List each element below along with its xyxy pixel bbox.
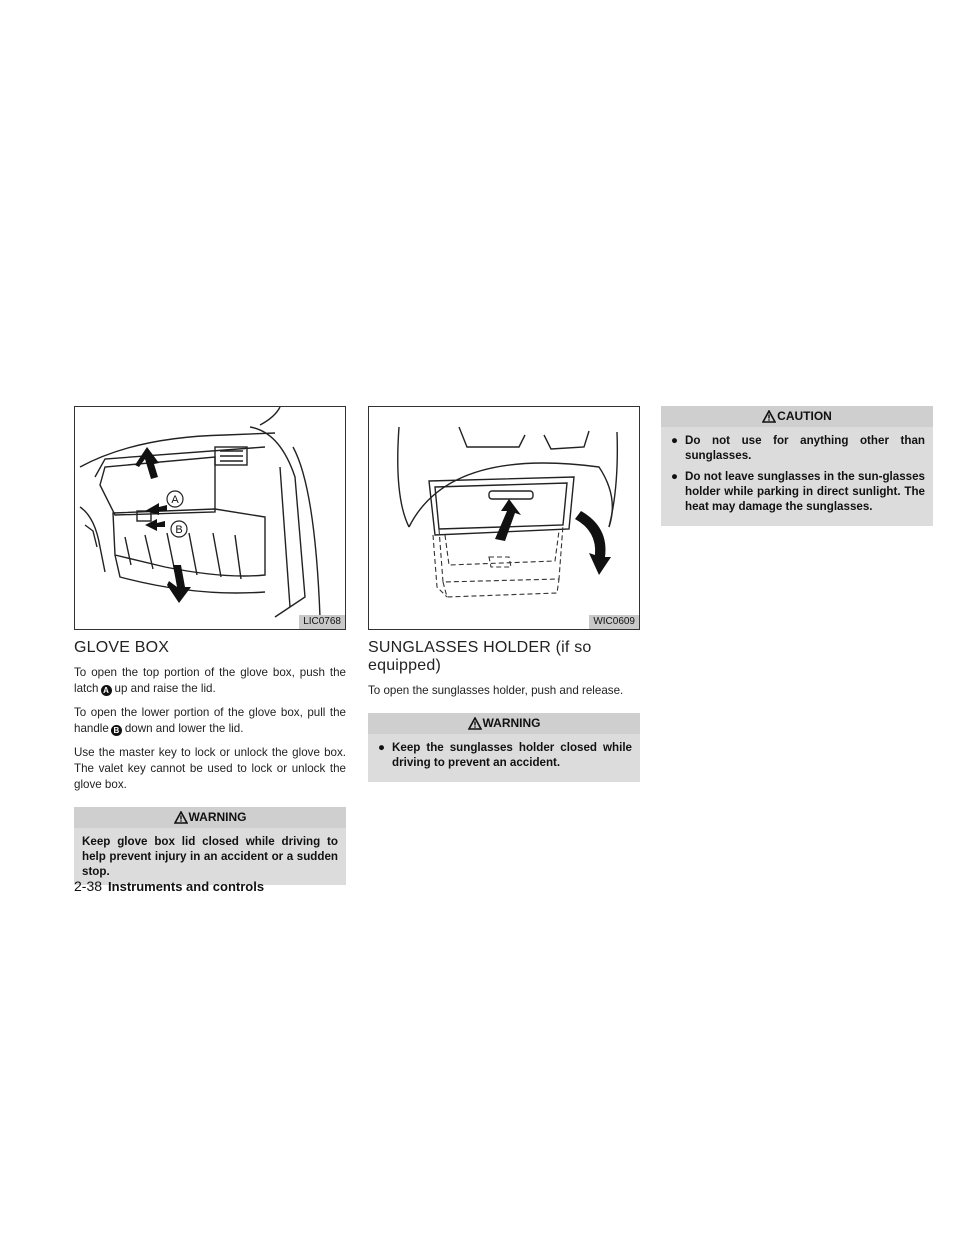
caution-header: CAUTION	[661, 406, 933, 427]
caution-item: ● Do not leave sunglasses in the sun-glasses holder while parking in direct sunlight. The heat may damage the sunglasses.	[671, 470, 925, 513]
sunglasses-holder-drawing	[369, 407, 639, 629]
warning-text: Keep glove box lid closed while driving to help prevent injury in an accident or a sudden stop.	[82, 835, 338, 878]
glove-box-para-2: To open the lower portion of the glove box, pull the handle B down and lower the lid.	[74, 706, 346, 735]
warning-triangle-icon	[468, 716, 482, 737]
figure-code: LIC0768	[299, 615, 345, 629]
glove-box-para-1: To open the top portion of the glove box, push the latch A up and raise the lid.	[74, 666, 346, 695]
sunglasses-holder-illustration	[368, 406, 640, 630]
warning-item: ● Keep the sunglasses holder closed while driving to prevent an accident.	[378, 741, 632, 769]
caution-triangle-icon	[762, 409, 776, 430]
figure-code: WIC0609	[589, 615, 639, 629]
page-number: 2-38	[74, 878, 103, 894]
sunglasses-warning	[368, 713, 640, 782]
warning-header: WARNING	[368, 713, 640, 734]
page-footer	[74, 878, 264, 894]
glove-box-warning	[74, 807, 346, 885]
sunglasses-caution	[661, 406, 933, 526]
callout-b: B	[175, 524, 183, 536]
bullet-icon: ●	[671, 434, 679, 447]
sunglasses-holder-para: To open the sunglasses holder, push and release.	[368, 684, 624, 697]
column-glove-box	[74, 406, 346, 885]
glove-box-drawing	[75, 407, 345, 629]
marker-b: B	[111, 725, 122, 736]
warning-triangle-icon	[174, 810, 188, 831]
column-sunglasses-holder	[368, 406, 640, 782]
sunglasses-holder-heading: SUNGLASSES HOLDER (if so equipped)	[368, 639, 592, 674]
marker-a: A	[101, 685, 112, 696]
glove-box-para-3: Use the master key to lock or unlock the glove box. The valet key cannot be used to lock or unlock the glove box.	[74, 746, 346, 791]
caution-item: ● Do not use for anything other than sunglasses.	[671, 434, 925, 462]
glove-box-illustration	[74, 406, 346, 630]
column-caution	[661, 406, 933, 526]
bullet-icon: ●	[671, 470, 679, 483]
bullet-icon: ●	[378, 741, 386, 754]
callout-a: A	[171, 494, 179, 506]
section-title: Instruments and controls	[108, 879, 265, 894]
glove-box-heading: GLOVE BOX	[74, 639, 170, 656]
warning-header: WARNING	[74, 807, 346, 828]
